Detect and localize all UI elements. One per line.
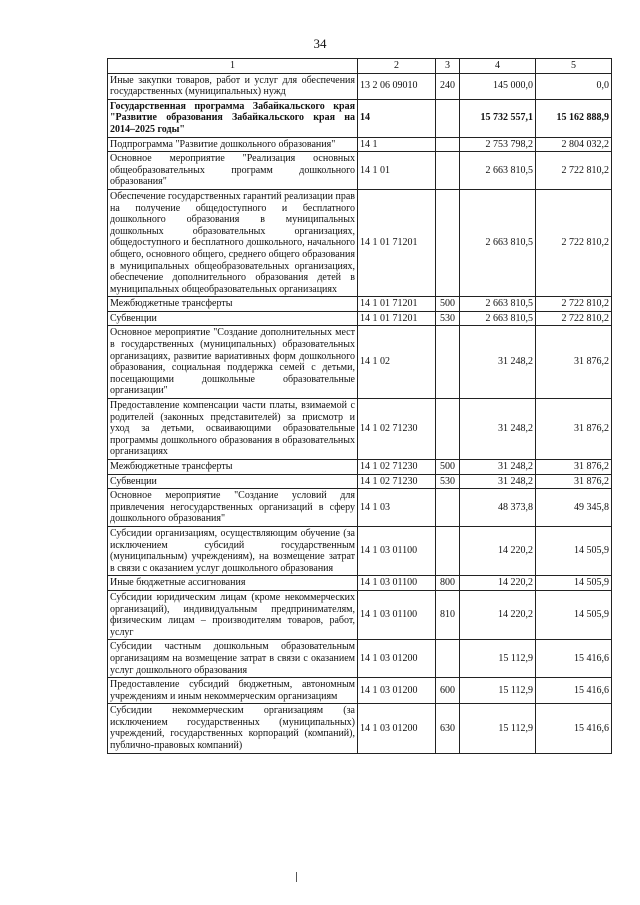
table-row	[108, 576, 612, 591]
table-row	[108, 460, 612, 475]
row-name: Государственная программа Забайкальского края "Развитие образования Забайкальского края на 2014–2025 годы"	[108, 99, 358, 137]
row-amount-1: 31 248,2	[460, 474, 536, 489]
row-amount-2: 2 722 810,2	[536, 152, 612, 190]
row-code: 14 1 03 01200	[358, 704, 436, 753]
table-row	[108, 99, 612, 137]
row-name: Субсидии некоммерческим организациям (за исключением государственных (муниципальных) учреждений, государственных корпораций (компаний), публично-правовых компаний)	[108, 704, 358, 753]
row-amount-2: 14 505,9	[536, 576, 612, 591]
row-expense-type	[436, 640, 460, 678]
budget-table	[107, 58, 612, 754]
table-row	[108, 526, 612, 575]
row-amount-2: 15 162 888,9	[536, 99, 612, 137]
row-expense-type	[436, 399, 460, 460]
table-row	[108, 311, 612, 326]
row-expense-type	[436, 489, 460, 527]
row-expense-type: 800	[436, 576, 460, 591]
row-amount-1: 14 220,2	[460, 590, 536, 639]
row-expense-type: 530	[436, 311, 460, 326]
table-row	[108, 590, 612, 639]
row-amount-1: 2 663 810,5	[460, 297, 536, 312]
row-expense-type	[436, 189, 460, 296]
row-code: 14 1 03 01200	[358, 678, 436, 704]
row-code: 14 1 03 01100	[358, 576, 436, 591]
row-expense-type: 600	[436, 678, 460, 704]
row-name: Иные бюджетные ассигнования	[108, 576, 358, 591]
row-amount-2: 0,0	[536, 73, 612, 99]
row-expense-type	[436, 99, 460, 137]
row-name: Подпрограмма "Развитие дошкольного образования"	[108, 137, 358, 152]
row-amount-1: 15 112,9	[460, 678, 536, 704]
row-code: 14 1 01 71201	[358, 311, 436, 326]
header-col-3: 3	[436, 59, 460, 74]
row-code: 14 1 03	[358, 489, 436, 527]
header-col-4: 4	[460, 59, 536, 74]
row-expense-type: 500	[436, 460, 460, 475]
row-code: 14 1 02 71230	[358, 399, 436, 460]
row-code: 14	[358, 99, 436, 137]
row-expense-type	[436, 137, 460, 152]
row-code: 14 1 01 71201	[358, 297, 436, 312]
table-row	[108, 474, 612, 489]
row-amount-2: 15 416,6	[536, 640, 612, 678]
row-amount-1: 14 220,2	[460, 576, 536, 591]
row-code: 14 1 02 71230	[358, 474, 436, 489]
row-name: Иные закупки товаров, работ и услуг для обеспечения государственных (муниципальных) нужд	[108, 73, 358, 99]
row-code: 14 1 02	[358, 326, 436, 399]
row-amount-2: 31 876,2	[536, 474, 612, 489]
table-row	[108, 489, 612, 527]
row-name: Субвенции	[108, 474, 358, 489]
row-expense-type	[436, 526, 460, 575]
table-row	[108, 678, 612, 704]
table-row	[108, 297, 612, 312]
row-amount-1: 14 220,2	[460, 526, 536, 575]
row-name: Основное мероприятие "Создание дополнительных мест в государственных (муниципальных) образовательных организациях, развитие вариативных форм дошкольного образования, социальная поддержка семей с детьми, посещающими дошкольные образовательные организации"	[108, 326, 358, 399]
row-code: 14 1	[358, 137, 436, 152]
table-row	[108, 137, 612, 152]
table-row	[108, 189, 612, 296]
row-amount-1: 48 373,8	[460, 489, 536, 527]
row-amount-2: 31 876,2	[536, 460, 612, 475]
row-amount-2: 49 345,8	[536, 489, 612, 527]
row-name: Субсидии организациям, осуществляющим обучение (за исключением субсидий государственным (муниципальным) учреждениям), на возмещение затрат в связи с оказанием услуг дошкольного образования	[108, 526, 358, 575]
row-code: 14 1 01 71201	[358, 189, 436, 296]
row-amount-2: 2 722 810,2	[536, 297, 612, 312]
row-amount-1: 31 248,2	[460, 460, 536, 475]
row-expense-type: 240	[436, 73, 460, 99]
row-amount-1: 15 732 557,1	[460, 99, 536, 137]
row-name: Межбюджетные трансферты	[108, 297, 358, 312]
row-amount-1: 15 112,9	[460, 640, 536, 678]
row-name: Предоставление компенсации части платы, взимаемой с родителей (законных представителей) за присмотр и уход за детьми, осваивающими образовательные программы дошкольного образования в образовательных организациях	[108, 399, 358, 460]
table-row	[108, 640, 612, 678]
row-name: Основное мероприятие "Создание условий для привлечения негосударственных организаций в сферу дошкольного образования"	[108, 489, 358, 527]
row-amount-2: 2 804 032,2	[536, 137, 612, 152]
table-row	[108, 704, 612, 753]
row-code: 14 1 02 71230	[358, 460, 436, 475]
row-name: Межбюджетные трансферты	[108, 460, 358, 475]
row-amount-1: 31 248,2	[460, 326, 536, 399]
row-amount-2: 31 876,2	[536, 399, 612, 460]
row-amount-2: 15 416,6	[536, 704, 612, 753]
row-amount-1: 2 663 810,5	[460, 311, 536, 326]
row-expense-type: 630	[436, 704, 460, 753]
row-code: 13 2 06 09010	[358, 73, 436, 99]
row-code: 14 1 03 01100	[358, 526, 436, 575]
row-code: 14 1 03 01100	[358, 590, 436, 639]
row-amount-2: 14 505,9	[536, 526, 612, 575]
row-name: Субвенции	[108, 311, 358, 326]
row-amount-2: 15 416,6	[536, 678, 612, 704]
row-expense-type: 810	[436, 590, 460, 639]
row-name: Обеспечение государственных гарантий реализации прав на получение общедоступного и бесплатного дошкольного образования в муниципальных дошкольных образовательных организациях, общедоступного и бесплатного дошкольного, начального общего, основного общего, среднего общего образования в муниципальных общеобразовательных организациях, обеспечение дополнительного образования детей в муниципальных общеобразовательных организациях	[108, 189, 358, 296]
row-amount-1: 2 663 810,5	[460, 189, 536, 296]
row-code: 14 1 01	[358, 152, 436, 190]
row-expense-type	[436, 326, 460, 399]
page-mark	[296, 872, 297, 882]
row-amount-1: 31 248,2	[460, 399, 536, 460]
header-col-2: 2	[358, 59, 436, 74]
table-row	[108, 399, 612, 460]
row-expense-type	[436, 152, 460, 190]
header-col-1: 1	[108, 59, 358, 74]
row-amount-2: 2 722 810,2	[536, 311, 612, 326]
page-number: 34	[313, 36, 327, 51]
table-row	[108, 73, 612, 99]
row-name: Предоставление субсидий бюджетным, автономным учреждениям и иным некоммерческим организациям	[108, 678, 358, 704]
row-amount-2: 14 505,9	[536, 590, 612, 639]
row-amount-1: 145 000,0	[460, 73, 536, 99]
header-col-5: 5	[536, 59, 612, 74]
row-name: Основное мероприятие "Реализация основных общеобразовательных программ дошкольного образования"	[108, 152, 358, 190]
table-row	[108, 326, 612, 399]
row-name: Субсидии частным дошкольным образовательным организациям на возмещение затрат в связи с оказанием услуг дошкольного образования	[108, 640, 358, 678]
row-expense-type: 500	[436, 297, 460, 312]
table-row	[108, 152, 612, 190]
row-amount-1: 2 663 810,5	[460, 152, 536, 190]
row-amount-1: 2 753 798,2	[460, 137, 536, 152]
row-code: 14 1 03 01200	[358, 640, 436, 678]
row-amount-2: 2 722 810,2	[536, 189, 612, 296]
row-amount-2: 31 876,2	[536, 326, 612, 399]
row-amount-1: 15 112,9	[460, 704, 536, 753]
table-header-row	[108, 59, 612, 74]
row-expense-type: 530	[436, 474, 460, 489]
row-name: Субсидии юридическим лицам (кроме некоммерческих организаций), индивидуальным предпринимателям, физическим лицам – производителям товаров, работ, услуг	[108, 590, 358, 639]
